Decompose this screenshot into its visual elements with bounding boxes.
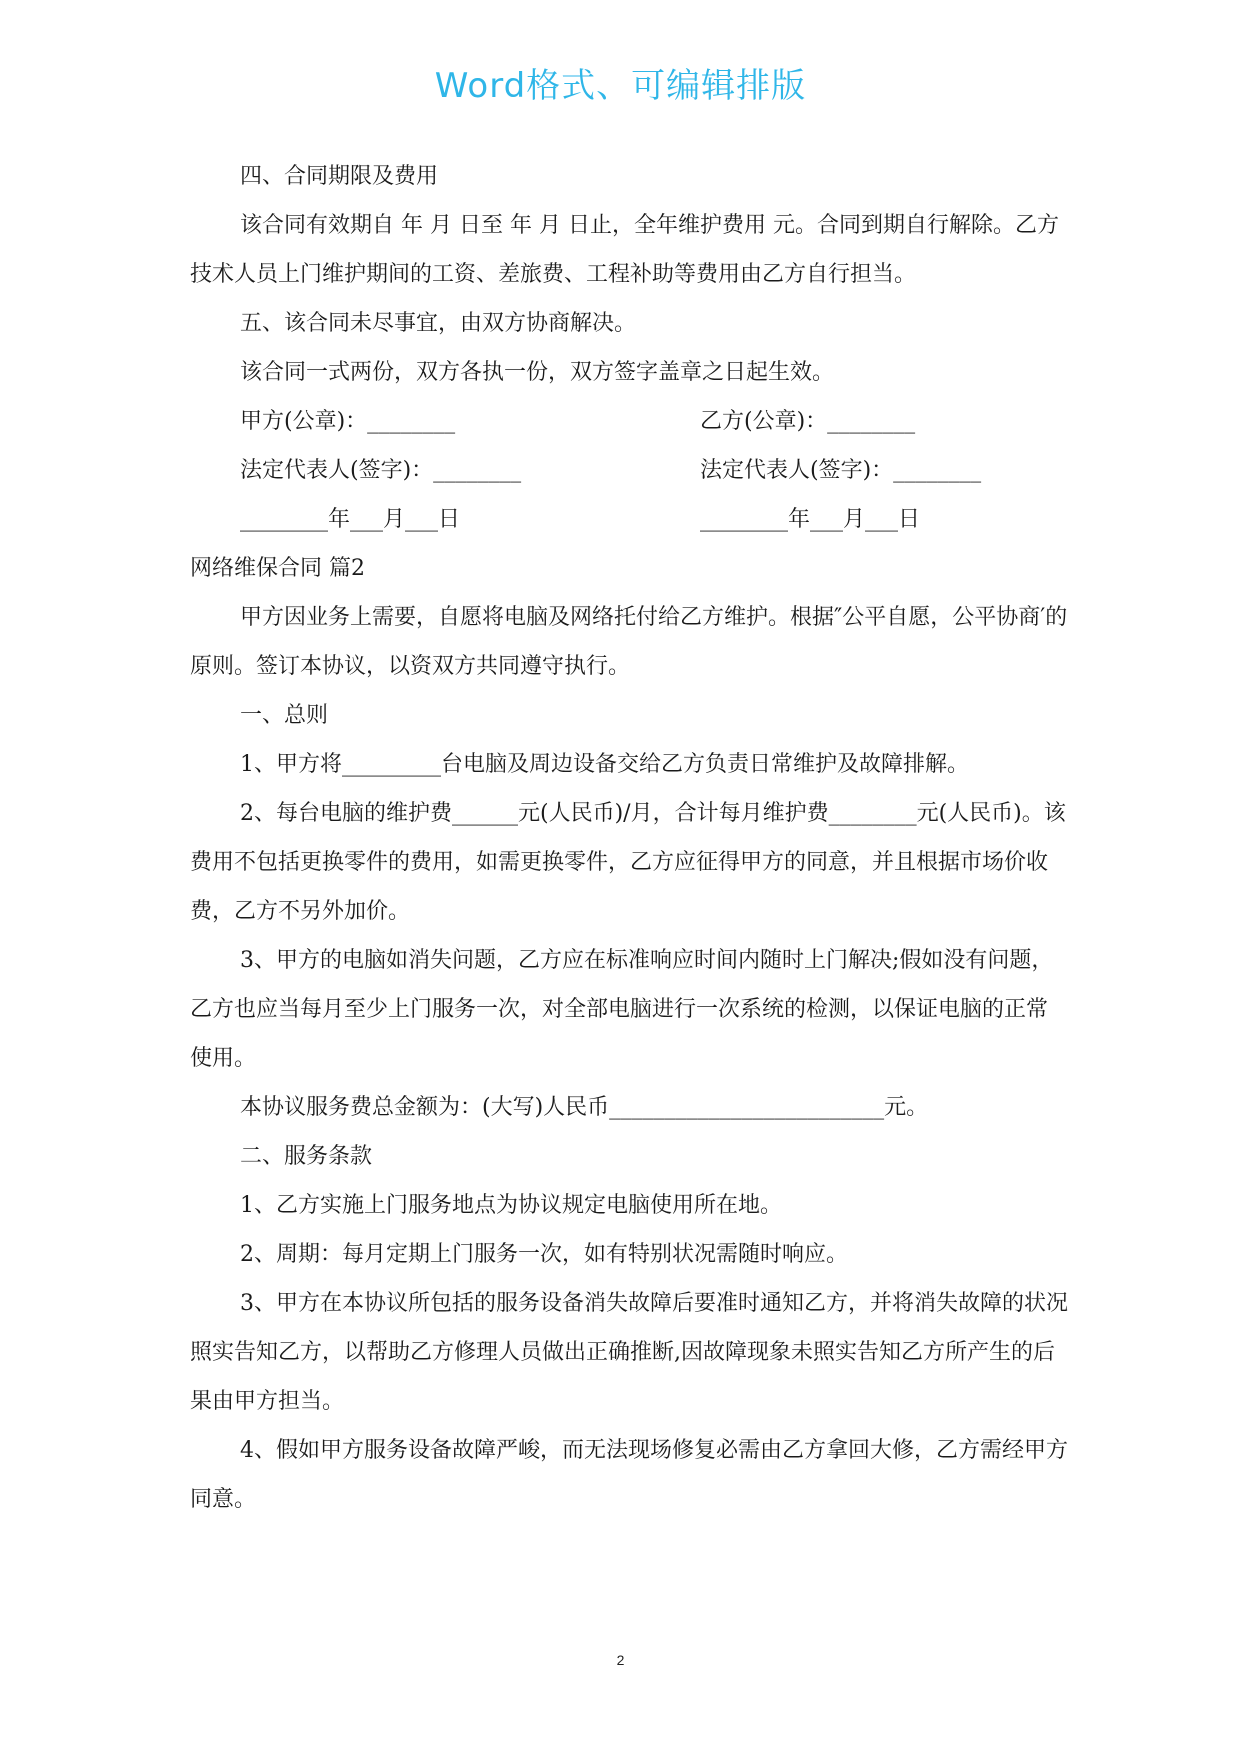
- signature-row-rep: [190, 446, 1068, 495]
- signature-row-seal: [190, 397, 1068, 446]
- general-item-2: 2、每台电脑的维护费______元(人民币)/月，合计每月维护费________元(人民币)。该费用不包括更换零件的费用，如需更换零件，乙方应征得甲方的同意，并且根据市场价收费，乙方不另外加价。: [190, 801, 1066, 924]
- section4-heading: 四、合同期限及费用: [240, 164, 439, 189]
- intro-text: 甲方因业务上需要，自愿将电脑及网络托付给乙方维护。根据″公平自愿，公平协商′的原则。签订本协议，以资双方共同遵守执行。: [190, 605, 1068, 679]
- service-item-4: 4、假如甲方服务设备故障严峻，而无法现场修复必需由乙方拿回大修，乙方需经甲方同意。: [190, 1438, 1068, 1512]
- header-title: Word格式、可编辑排版: [434, 66, 807, 106]
- general-item-3: 3、甲方的电脑如消失问题，乙方应在标准响应时间内随时上门解决;假如没有问题，乙方也应当每月至少上门服务一次，对全部电脑进行一次系统的检测，以保证电脑的正常使用。: [190, 948, 1054, 1071]
- service-item-3: 3、甲方在本协议所包括的服务设备消失故障后要准时通知乙方，并将消失故障的状况照实告知乙方，以帮助乙方修理人员做出正确推断,因故障现象未照实告知乙方所产生的后果由甲方担当。: [190, 1291, 1068, 1414]
- document-body: [190, 152, 1068, 1524]
- party-a-rep: 法定代表人(签字)：________: [240, 458, 522, 483]
- service-item-1: 1、乙方实施上门服务地点为协议规定电脑使用所在地。: [240, 1193, 782, 1218]
- service-item-2: 2、周期：每月定期上门服务一次，如有特别状况需随时响应。: [240, 1242, 848, 1267]
- party-b-rep: 法定代表人(签字)：________: [700, 458, 982, 483]
- party-a-seal: 甲方(公章)：________: [240, 409, 456, 434]
- section5-heading: 五、该合同未尽事宜，由双方协商解决。: [240, 311, 637, 336]
- page-number: 2: [616, 1652, 625, 1668]
- general-heading: 一、总则: [240, 703, 329, 728]
- copies-text: 该合同一式两份，双方各执一份，双方签字盖章之日起生效。: [240, 360, 835, 385]
- service-heading: 二、服务条款: [240, 1144, 373, 1169]
- signature-row-date: [190, 495, 1068, 544]
- article2-title: 网络维保合同 篇2: [190, 556, 365, 581]
- party-a-date: ________年___月___日: [240, 507, 461, 532]
- general-item-1: 1、甲方将_________台电脑及周边设备交给乙方负责日常维护及故障排解。: [240, 752, 969, 777]
- party-b-seal: 乙方(公章)：________: [700, 409, 916, 434]
- section4-text: 该合同有效期自 年 月 日至 年 月 日止，全年维护费用 元。合同到期自行解除。乙方技术人员上门维护期间的工资、差旅费、工程补助等费用由乙方自行担当。: [190, 213, 1059, 287]
- party-b-date: ________年___月___日: [700, 507, 921, 532]
- fee-total: 本协议服务费总金额为：(大写)人民币_________________________元。: [240, 1095, 929, 1120]
